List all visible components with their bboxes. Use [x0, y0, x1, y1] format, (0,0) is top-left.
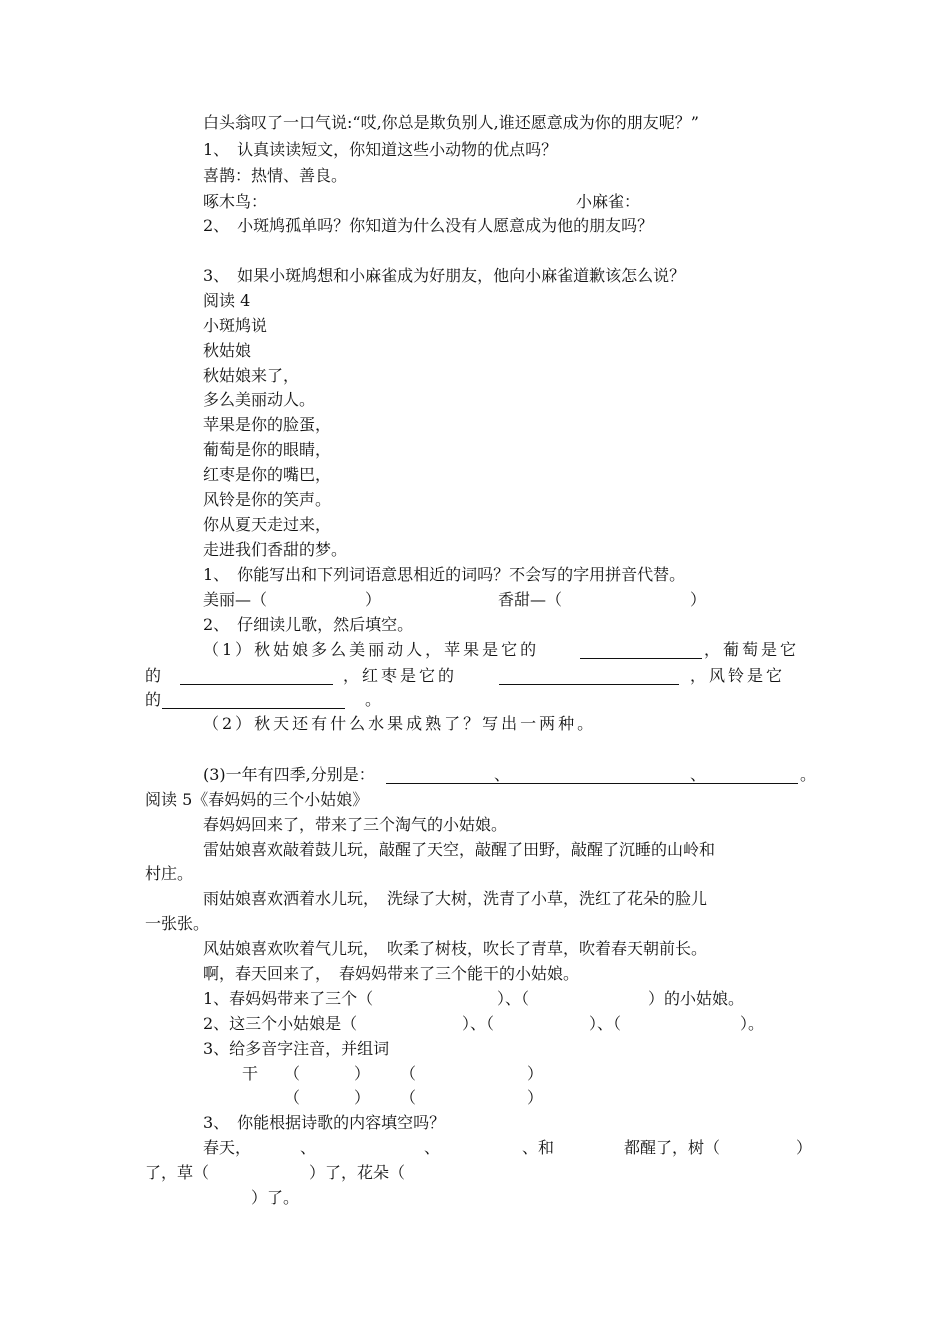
- poem-line: 走进我们香甜的梦。: [203, 540, 348, 559]
- question-2: ）、（: [589, 1014, 622, 1033]
- question-1: 1、 你能写出和下列词语意思相近的词吗？不会写的字用拼音代替。: [203, 565, 686, 584]
- blank-line: [580, 642, 702, 659]
- question-2: ）。: [740, 1014, 765, 1033]
- fill-poem-line: ）了。: [251, 1188, 300, 1207]
- question-2: 2、这三个小姑娘是（: [203, 1014, 358, 1033]
- story-paragraph: 风姑娘喜欢吹着气儿玩， 吹柔了树枝，吹长了青草，吹着春天朝前长。: [203, 939, 708, 958]
- question-1: 1、春妈妈带来了三个（: [203, 989, 374, 1008]
- fill-blank-sentence: （1）秋姑娘多么美丽动人，苹果是它的: [203, 640, 540, 659]
- bracket-open: （: [284, 1088, 301, 1107]
- story-paragraph: 一张张。: [145, 914, 210, 933]
- bracket-open: （: [400, 1064, 417, 1083]
- bracket-open: （: [400, 1088, 417, 1107]
- answer-magpie: 喜鹊：热情、善良。: [203, 166, 348, 185]
- question-3: 3、给多音字注音，并组词: [203, 1039, 390, 1058]
- bracket-open: （: [284, 1064, 301, 1083]
- story-ending-line: 白头翁叹了一口气说:“哎,你总是欺负别人,谁还愿意成为你的朋友呢？”: [203, 113, 699, 132]
- bracket-close: ）: [354, 1088, 371, 1107]
- story-paragraph: 村庄。: [145, 864, 194, 883]
- synonym-sweet-open: 香甜—（: [498, 590, 563, 609]
- separator: 。: [800, 765, 817, 784]
- poem-line: 风铃是你的笑声。: [203, 490, 332, 509]
- blank-line: [180, 668, 333, 685]
- fill-blank-sentence: 的: [145, 666, 162, 685]
- fill-blank-sentence: 。: [365, 690, 382, 709]
- poem-line: 多么美丽动人。: [203, 390, 316, 409]
- answer-woodpecker-label: 啄木鸟：: [203, 192, 268, 211]
- separator: 、: [690, 765, 707, 784]
- question-2: ）、（: [462, 1014, 495, 1033]
- question-1: ）的小姑娘。: [648, 989, 745, 1008]
- fill-poem-line: 了，草（: [145, 1163, 210, 1182]
- question-2-part-2: （2）秋天还有什么水果成熟了？写出一两种。: [203, 714, 597, 733]
- question-1: 1、 认真读读短文，你知道这些小动物的优点吗？: [203, 140, 558, 159]
- poem-line: 你从夏天走过来，: [203, 515, 332, 534]
- story-paragraph: 啊，春天回来了， 春妈妈带来了三个能干的小姑娘。: [203, 964, 580, 983]
- story-paragraph: 雷姑娘喜欢敲着鼓儿玩，敲醒了天空，敲醒了田野，敲醒了沉睡的山岭和: [203, 840, 716, 859]
- bracket-close: ）: [354, 1064, 371, 1083]
- poem-line: 苹果是你的脸蛋，: [203, 415, 332, 434]
- question-2: 2、 小斑鸠孤单吗？你知道为什么没有人愿意成为他的朋友吗？: [203, 216, 654, 235]
- question-2-part-3: (3)一年有四季,分别是：: [203, 765, 375, 784]
- fill-poem-line: 都醒了，树（: [624, 1138, 721, 1157]
- text-line: 小斑鸠说: [203, 316, 268, 335]
- fill-poem-line: 春天，: [203, 1138, 252, 1157]
- separator: 、: [300, 1138, 317, 1157]
- poem-title: 秋姑娘: [203, 341, 252, 360]
- poem-line: 葡萄是你的眼睛，: [203, 440, 332, 459]
- question-3: 3、 你能根据诗歌的内容填空吗？: [203, 1113, 446, 1132]
- blank-line: [162, 692, 345, 709]
- bracket-close: ）: [527, 1088, 544, 1107]
- fill-poem-line: ）了，花朵（: [309, 1163, 406, 1182]
- fill-blank-sentence: ，风铃是它: [690, 666, 786, 685]
- bracket-close: ）: [527, 1064, 544, 1083]
- synonym-sweet-close: ）: [690, 590, 707, 609]
- answer-sparrow-label: 小麻雀：: [576, 192, 641, 211]
- synonym-beautiful-open: 美丽—（: [203, 590, 268, 609]
- poem-line: 红枣是你的嘴巴，: [203, 465, 332, 484]
- separator: 、和: [522, 1138, 555, 1157]
- blank-line: [386, 767, 798, 784]
- question-2: 2、 仔细读儿歌，然后填空。: [203, 615, 414, 634]
- synonym-beautiful-close: ）: [365, 590, 382, 609]
- separator: 、: [424, 1138, 441, 1157]
- polyphonic-character: 干: [242, 1064, 259, 1083]
- story-paragraph: 雨姑娘喜欢洒着水儿玩， 洗绿了大树，洗青了小草，洗红了花朵的脸儿: [203, 889, 708, 908]
- story-paragraph: 春妈妈回来了，带来了三个淘气的小姑娘。: [203, 815, 508, 834]
- bracket-close: ）: [796, 1138, 813, 1157]
- fill-blank-sentence: 的: [145, 690, 162, 709]
- fill-blank-sentence: ，葡萄是它: [704, 640, 800, 659]
- section-heading-reading-5: 阅读 5《春妈妈的三个小姑娘》: [145, 790, 369, 809]
- fill-blank-sentence: ，红枣是它的: [343, 666, 458, 685]
- poem-line: 秋姑娘来了，: [203, 366, 300, 385]
- section-heading-reading-4: 阅读 4: [203, 291, 251, 310]
- separator: 、: [494, 765, 511, 784]
- question-3: 3、 如果小斑鸠想和小麻雀成为好朋友，他向小麻雀道歉该怎么说？: [203, 266, 686, 285]
- blank-line: [499, 668, 679, 685]
- question-1: ）、（: [497, 989, 530, 1008]
